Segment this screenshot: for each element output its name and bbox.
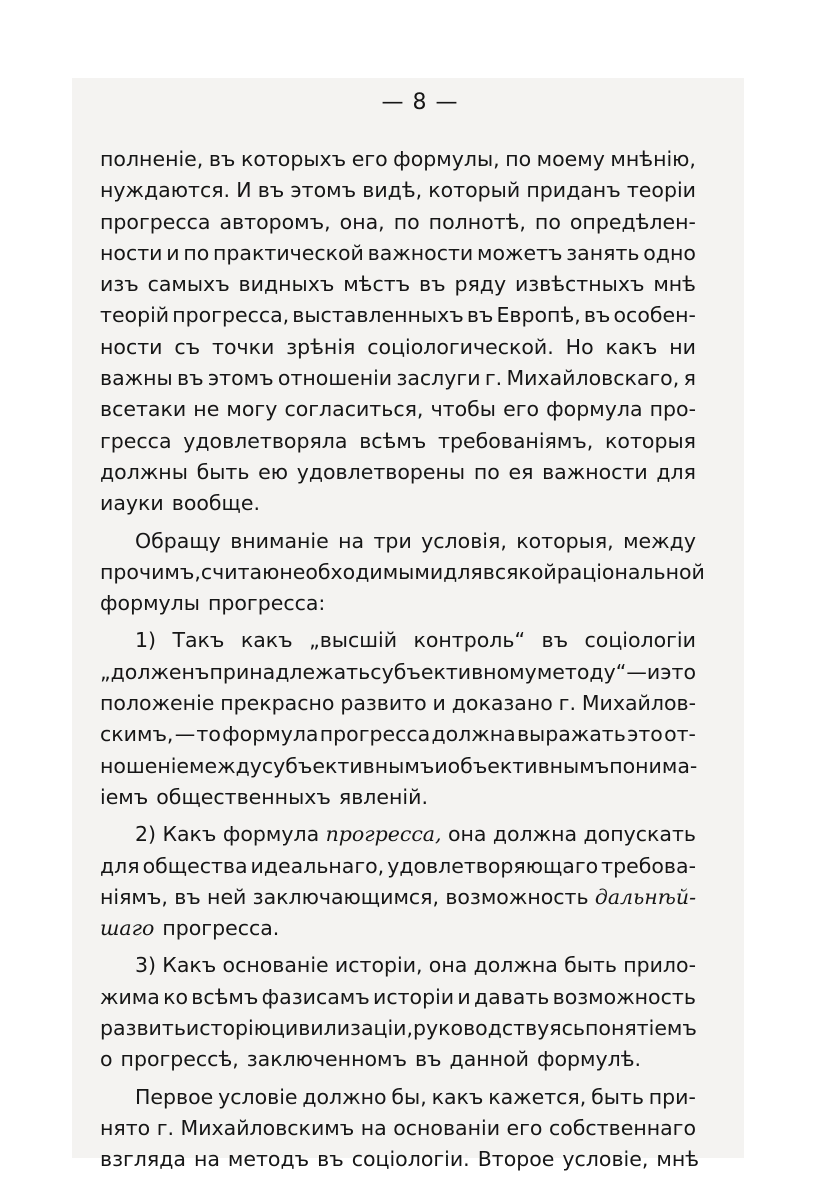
word: съ [174,334,201,359]
word: прило- [623,953,696,978]
word: удовлетворяющаго [387,853,599,878]
word: прогрессѣ, [120,1047,239,1072]
word: въ [174,884,201,909]
word: основаніи [393,1115,501,1140]
word: Европѣ, [496,303,581,328]
text-line [100,526,696,557]
word: всѣмъ [359,428,427,453]
word: всетаки [100,397,187,422]
paragraph [100,1082,700,1176]
word: собственнаго [548,1115,696,1140]
word: „высшій [309,628,398,653]
word: на [360,1115,387,1140]
word: формула [222,722,319,747]
text-line [100,782,696,813]
word: быть [564,953,617,978]
word: доказано [451,691,553,716]
text-line [100,588,696,619]
text-line [100,300,696,331]
word: условіе, [562,1147,649,1172]
word: данной [449,1047,529,1072]
word: по [393,209,420,234]
word: извѣстныхъ [514,272,645,297]
word: — [174,722,196,747]
word: полненіе, [100,147,204,171]
word: мѣстъ [343,272,411,297]
word: прогресса: [207,591,326,616]
word: и [457,984,471,1009]
word: гресса [100,428,172,453]
text-line [100,426,696,457]
word: вообще. [171,491,260,516]
word: иауки [100,491,164,516]
word: ности [100,240,163,265]
text-line [100,657,696,688]
text-line [100,819,696,850]
word: 1) [135,628,157,653]
word: руководствуясь [413,1016,585,1041]
word: заслуги [396,366,481,391]
word: видныхъ [238,272,335,297]
word: и [434,753,448,778]
word: нуждаются. [100,178,231,203]
word: быть [196,459,250,484]
text-line [100,1144,700,1175]
word: для [656,459,696,484]
word: шаго [100,916,155,941]
word: ея [508,459,534,484]
word: должна [473,953,558,978]
word: 2) [135,822,157,847]
word: она [447,822,487,847]
text-line [100,950,696,981]
word: г. [484,366,503,391]
word: формулы [100,591,200,616]
word: вниманіе [230,528,329,553]
word: ности [100,334,163,359]
word: прекрасно [220,691,335,716]
word: въ [177,366,204,391]
text-line [100,719,696,750]
word: на [193,1147,220,1172]
word: могу [226,397,278,422]
word: считаю [200,559,280,584]
word: особен- [613,303,696,328]
word: для [443,559,483,584]
word: заключенномъ [246,1047,407,1072]
word: прогресса, [325,822,442,847]
word: скимъ, [100,722,174,747]
word: удовлетворяла [183,428,348,453]
word: ко [163,984,189,1009]
text-line [100,269,696,300]
text-line [100,1044,696,1075]
word: на [338,528,365,553]
word: выставленныхъ [292,303,464,328]
word: теорій [100,303,170,328]
word: принадлежать [209,659,371,684]
word: раціональной [556,559,705,584]
word: необходимыми [279,559,444,584]
word: Михайлов- [581,691,696,716]
text-line [100,238,696,269]
word: я [683,366,696,391]
paragraph [100,819,696,944]
word: по [534,209,561,234]
word: ней [207,884,247,909]
text-line [100,913,696,944]
text-line [100,144,696,175]
paragraph [100,526,705,620]
word: соціологіи. [351,1147,470,1172]
word: его [503,397,540,422]
word: какъ [240,628,293,653]
word: іемъ [100,784,149,809]
word: занять [566,240,640,265]
text-line [100,394,696,425]
word: въ [208,147,236,171]
word: его [506,1115,543,1140]
word: Второе [477,1147,555,1172]
word: субъективнымъ [261,753,435,778]
word: Первое [135,1084,214,1109]
text-line [100,851,696,882]
word: Обращу [135,528,221,553]
word: Какъ [162,953,217,978]
word: формулы, [393,147,500,171]
word: согласиться, [284,397,424,422]
text-line [100,363,696,394]
word: формула [546,397,643,422]
word: которыхъ [240,147,347,171]
text-line [100,488,696,519]
word: фазисамъ [261,984,370,1009]
word: то [196,722,221,747]
word: это [627,722,663,747]
word: основаніе [222,953,329,978]
word: должна [492,822,578,847]
word: въ [466,303,494,328]
text-line [100,1013,696,1044]
word: важности [367,240,474,265]
word: быть [591,1084,644,1109]
word: положеніе [100,691,215,716]
word: о [100,1047,113,1072]
word: формулѣ. [536,1047,642,1072]
word: самыхъ [147,272,230,297]
word: идеальнаго, [250,853,385,878]
word: изъ [100,272,139,297]
word: дальнѣй- [594,884,696,909]
word: Михайловскимъ [180,1115,355,1140]
paragraph [100,144,696,520]
word: про- [649,397,696,422]
word: объективнымъ [447,753,610,778]
word: должны [100,459,188,484]
text-line [100,625,696,656]
word: и [166,240,180,265]
word: общества [142,853,248,878]
word: развито [340,691,427,716]
word: удовлетворены [296,459,466,484]
word: взгляда [100,1147,186,1172]
word: развить [100,1016,186,1041]
text-line [100,751,696,782]
word: ношеніе [100,753,190,778]
word: условія, [421,528,507,553]
word: исторіи, [334,953,423,978]
word: по [505,147,532,171]
text-line [100,982,696,1013]
word: въ [257,178,285,203]
word: моему [536,147,605,171]
text-line [100,332,696,363]
word: это [660,659,696,684]
word: общественныхъ [156,784,331,809]
word: нято [100,1115,151,1140]
word: понятіемъ [585,1016,697,1041]
word: между [623,528,696,553]
word: опредѣлен- [569,209,696,234]
word: требова- [601,853,696,878]
word: жима [100,984,160,1009]
word: возможность [445,884,589,909]
word: выражать [516,722,626,747]
word: Михайловскаго, [506,366,680,391]
text-line [100,882,696,913]
word: исторію [185,1016,271,1041]
word: мнѣнію, [610,147,696,171]
word: его [351,147,388,171]
word: прогресса. [162,916,280,941]
word: которыя [605,428,696,453]
word: соціологіи [584,628,696,653]
word: г. [558,691,576,716]
word: ряду [454,272,507,297]
word: которыя, [516,528,614,553]
word: видѣ, [362,178,423,203]
word: прогресса, [172,303,290,328]
word: явленій. [338,784,428,809]
word: при- [648,1084,696,1109]
word: по [473,459,500,484]
word: формула [222,822,320,847]
page-number: — 8 — [381,90,459,115]
word: она, [339,209,385,234]
word: важности [542,459,648,484]
word: какъ [605,334,658,359]
word: возможность [552,984,696,1009]
word: субъективному [370,659,537,684]
word: ніямъ, [100,884,168,909]
text-line [100,457,696,488]
word: приданъ [526,178,621,203]
word: въ [541,628,569,653]
word: чтобы [430,397,496,422]
word: важны [100,366,173,391]
word: три [373,528,412,553]
word: г. [156,1115,175,1140]
word: въ [419,272,446,297]
word: Такъ [172,628,225,653]
text-line [100,688,696,719]
paragraph [100,950,696,1075]
text-line [100,207,696,238]
word: мнѣ [653,272,696,297]
word: всѣмъ [191,984,259,1009]
word: прогресса [100,209,211,234]
word: всякой [482,559,557,584]
paragraph [100,625,696,813]
word: между [189,753,262,778]
word: точки [212,334,275,359]
word: отношеніи [277,366,393,391]
word: давать [473,984,550,1009]
word: должно [302,1084,387,1109]
word: она [428,953,468,978]
word: „долженъ [100,659,210,684]
word: понима- [609,753,698,778]
word: зрѣнія [286,334,356,359]
word: прочимъ, [100,559,201,584]
text-line [100,175,696,206]
text-line [100,557,705,588]
word: прогресса [319,722,431,747]
word: допускать [583,822,696,847]
word: и [432,691,446,716]
word: какъ [431,1084,484,1109]
word: исторіи [373,984,455,1009]
text-line [100,1113,696,1144]
word: контроль“ [413,628,526,653]
word: въ [317,1147,344,1172]
word: Но [565,334,594,359]
word: условіе [218,1084,298,1109]
word: кажется, [488,1084,587,1109]
word: Какъ [162,822,217,847]
word: можетъ [476,240,563,265]
word: авторомъ, [219,209,331,234]
word: одно [643,240,696,265]
word: ни [669,334,696,359]
word: который [428,178,521,203]
word: этомъ [290,178,357,203]
word: полнотѣ, [428,209,526,234]
word: не [193,397,220,422]
word: по [183,240,210,265]
word: методу“—и [536,659,661,684]
word: для [100,853,140,878]
word: должна [431,722,516,747]
word: въ [414,1047,442,1072]
word: теоріи [626,178,696,203]
word: соціологической. [367,334,554,359]
body-text [100,144,705,1176]
word: этомъ [207,366,274,391]
word: мнѣ [656,1147,700,1172]
word: заключающимся, [252,884,440,909]
word: бы, [391,1084,427,1109]
word: ею [258,459,288,484]
word: требованіямъ, [438,428,594,453]
word: цивилизаціи, [270,1016,414,1041]
word: от- [664,722,696,747]
word: въ [583,303,611,328]
word: И [236,178,252,203]
word: методъ [227,1147,310,1172]
text-line [100,1082,696,1113]
word: практической [213,240,364,265]
word: 3) [135,953,157,978]
